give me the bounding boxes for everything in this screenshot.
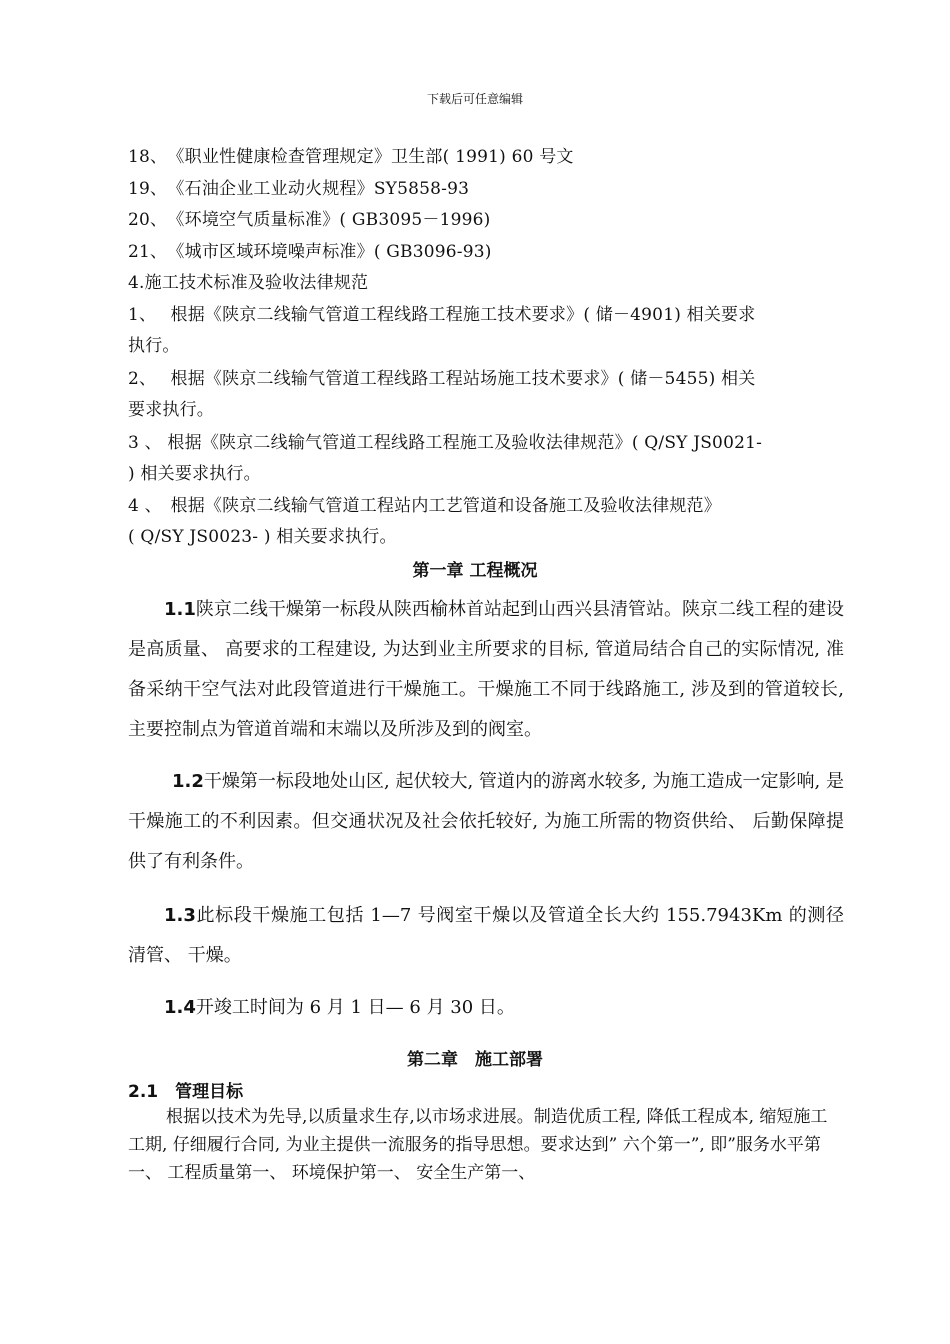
standard-item-line: 执行。: [128, 336, 180, 356]
paragraph: [128, 762, 844, 882]
standard-item-line: 4 、 根据《陕京二线输气管道工程站内工艺管道和设备施工及验收法律规范》: [128, 496, 721, 516]
paragraph-number: 1.4: [164, 997, 196, 1018]
paragraph: [128, 988, 844, 1028]
standard-item-line: 要求执行。: [128, 400, 214, 420]
paragraph-number: 1.2: [172, 771, 204, 792]
paragraph-number: 1.1: [164, 599, 196, 620]
paragraph: 根据以技术为先导,以质量求生存,以市场求进展。制造优质工程, 降低工程成本, 缩短施工工期, 仔细履行合同, 为业主提供一流服务的指导思想。要求达到” 六个第一”, 即”服务水平第一、 工程质量第一、 环境保护第一、 安全生产第一、: [128, 1107, 828, 1183]
chapter-title: 第一章 工程概况: [412, 561, 538, 581]
paragraph: [128, 896, 844, 976]
paragraph-number: 1.3: [164, 905, 196, 926]
paragraph-text: 干燥第一标段地处山区, 起伏较大, 管道内的游离水较多, 为施工造成一定影响, 是干燥施工的不利因素。但交通状况及社会依托较好, 为施工所需的物资供给、 后勤保障提供了有利条件。: [128, 771, 844, 872]
paragraph-text: 此标段干燥施工包括 1—7 号阀室干燥以及管道全长大约 155.7943Km 的测径清管、 干燥。: [128, 905, 844, 966]
chapter-title: 第二章 施工部署: [407, 1050, 543, 1070]
standard-item-line: 3 、 根据《陕京二线输气管道工程线路工程施工及验收法律规范》( Q/SY JS0021-: [128, 433, 763, 453]
standard-item-line: 2、 根据《陕京二线输气管道工程线路工程站场施工技术要求》( 储－5455) 相关: [128, 369, 756, 389]
standard-item-line: ( Q/SY JS0023- ) 相关要求执行。: [128, 527, 397, 547]
subsection-title: 2.1 管理目标: [128, 1082, 244, 1102]
ref-item: 20、 《环境空气质量标准》( GB3095－1996): [128, 210, 491, 230]
standard-item-line: 1、 根据《陕京二线输气管道工程线路工程施工技术要求》( 储－4901) 相关要求: [128, 305, 756, 325]
section-title: 4.施工技术标准及验收法律规范: [128, 273, 369, 293]
ref-item: 19、 《石油企业工业动火规程》SY5858-93: [128, 179, 470, 199]
ref-item: 21、 《城市区域环境噪声标准》( GB3096-93): [128, 242, 492, 262]
header-note: 下载后可任意编辑: [426, 92, 523, 106]
paragraph: [128, 590, 844, 750]
standard-item-line: ) 相关要求执行。: [128, 464, 261, 484]
paragraph-text: 陕京二线干燥第一标段从陕西榆林首站起到山西兴县清管站。陕京二线工程的建设是高质量、 高要求的工程建设, 为达到业主所要求的目标, 管道局结合自己的实际情况, 准备采纳干空气法对此段管道进行干燥施工。干燥施工不同于线路施工, 涉及到的管道较长, 主要控制点为管道首端和末端以及所涉及到的阀室。: [128, 599, 844, 740]
paragraph-text: 开竣工时间为 6 月 1 日— 6 月 30 日。: [195, 997, 515, 1018]
ref-item: 18、 《职业性健康检查管理规定》卫生部( 1991) 60 号文: [128, 147, 574, 167]
